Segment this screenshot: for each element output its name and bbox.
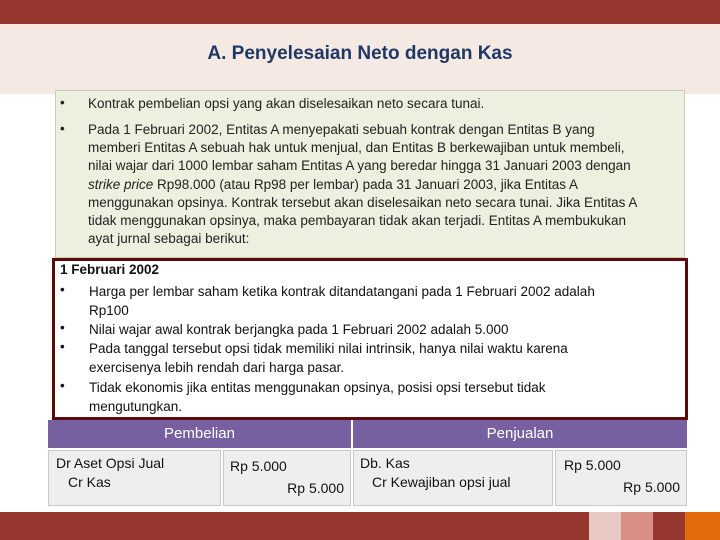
detail-line: Pada tanggal tersebut opsi tidak memiliki nilai intrinsik, hanya nilai waktu karena <box>89 341 568 356</box>
sale-accounts-cell <box>353 450 553 506</box>
detail-item-4 <box>89 378 679 416</box>
purchase-credit-amount: Rp 5.000 <box>287 480 344 496</box>
detail-line: Rp100 <box>89 303 129 319</box>
purchase-debit-account: Dr Aset Opsi Jual <box>56 455 165 471</box>
sale-credit-account: Cr Kewajiban opsi jual <box>372 474 511 490</box>
purchase-header: Pembelian <box>48 420 351 448</box>
intro-line: Pada 1 Februari 2002, Entitas A menyepakati sebuah kontrak dengan Entitas B yang <box>88 122 595 137</box>
detail-item-1 <box>89 282 679 320</box>
purchase-accounts-cell <box>48 450 221 506</box>
detail-line: exercisenya lebih rendah dari harga pasar. <box>89 360 345 376</box>
intro-line: tidak menggunakan opsinya, maka pembayaran tidak akan terjadi. Entitas A membukukan <box>88 213 627 229</box>
intro-line: menggunakan opsinya. Kontrak tersebut akan diselesaikan neto secara tunai. Jika Entitas A <box>88 194 638 210</box>
intro-line: ayat jurnal sebagai berikut: <box>88 231 250 247</box>
purchase-credit-account: Cr Kas <box>68 474 111 490</box>
sale-amounts-cell <box>555 450 687 506</box>
detail-line: Tidak ekonomis jika entitas menggunakan opsinya, posisi opsi tersebut tidak <box>89 380 546 395</box>
bullet: • <box>60 121 65 136</box>
intro-point-2 <box>88 121 683 248</box>
detail-item-2: Nilai wajar awal kontrak berjangka pada 1 Februari 2002 adalah 5.000 <box>89 322 509 337</box>
intro-line: memberi Entitas A sebuah hak untuk menjual, dan Entitas B berkewajiban untuk membeli, <box>88 140 625 156</box>
top-accent-bar <box>0 0 720 24</box>
purchase-debit-amount: Rp 5.000 <box>230 458 287 474</box>
sale-debit-account: Db. Kas <box>360 455 410 471</box>
bullet: • <box>60 282 65 297</box>
decor-square <box>589 512 621 540</box>
detail-date: 1 Februari 2002 <box>60 262 160 277</box>
intro-line: nilai wajar dari 1000 lembar saham Entitas A yang beredar hingga 31 Januari 2003 dengan <box>88 158 631 174</box>
bullet: • <box>60 95 65 110</box>
decor-square <box>621 512 653 540</box>
intro-point-1: Kontrak pembelian opsi yang akan diselesaikan neto secara tunai. <box>88 96 485 111</box>
strike-price-term: strike price <box>88 176 154 192</box>
intro-line <box>88 176 683 194</box>
purchase-amounts-cell <box>223 450 351 506</box>
intro-line-rest: Rp98.000 (atau Rp98 per lembar) pada 31 Januari 2003, jika Entitas A <box>153 176 579 192</box>
bullet: • <box>60 378 65 393</box>
sale-credit-amount: Rp 5.000 <box>623 479 680 495</box>
bullet: • <box>60 339 65 354</box>
detail-item-3 <box>89 339 679 377</box>
detail-line: Harga per lembar saham ketika kontrak ditandatangani pada 1 Februari 2002 adalah <box>89 284 595 299</box>
bullet: • <box>60 320 65 335</box>
slide-title: A. Penyelesaian Neto dengan Kas <box>207 43 513 64</box>
sale-header: Penjualan <box>353 420 687 448</box>
decor-square <box>653 512 685 540</box>
decor-square <box>685 512 720 540</box>
sale-debit-amount: Rp 5.000 <box>564 457 621 473</box>
detail-line: mengutungkan. <box>89 399 183 415</box>
